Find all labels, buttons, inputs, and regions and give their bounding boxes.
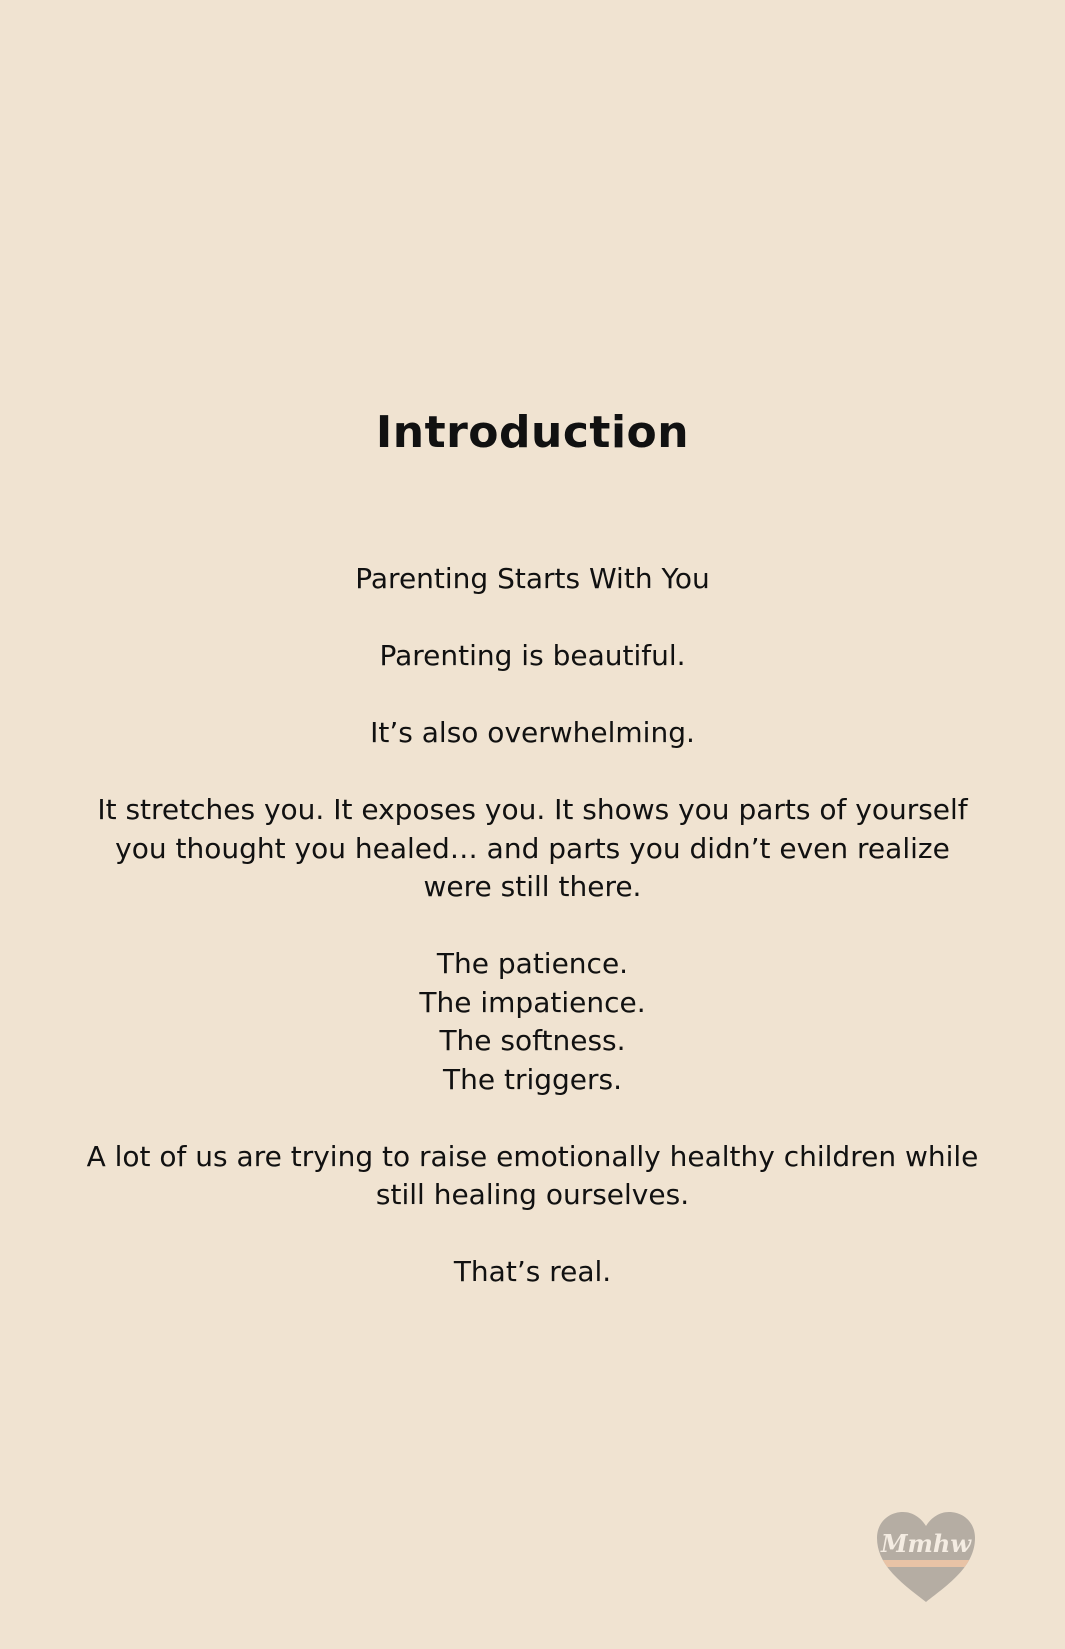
paragraph-gap xyxy=(80,753,985,792)
paragraph-line: It’s also overwhelming. xyxy=(370,716,695,749)
paragraph-line: The impatience. xyxy=(419,985,646,1019)
body-text xyxy=(80,560,985,1292)
paragraph-gap xyxy=(80,907,985,946)
paragraph-gap xyxy=(80,1215,985,1254)
paragraph-gap xyxy=(80,676,985,715)
subtitle-line: Parenting Starts With You xyxy=(355,562,710,595)
heart-logo-icon xyxy=(873,1508,979,1604)
paragraph-gap xyxy=(80,1099,985,1138)
paragraph-line: It stretches you. It exposes you. It shows you parts of yourself you thought you healed… and parts you didn’t even realize were still there. xyxy=(97,793,968,903)
page-title: Introduction xyxy=(375,407,690,458)
paragraph-line: Parenting is beautiful. xyxy=(379,639,686,672)
paragraph-line: The softness. xyxy=(439,1024,626,1057)
paragraph-line: The patience. xyxy=(436,947,629,980)
paragraph-line: That’s real. xyxy=(453,1255,612,1288)
paragraph-line: A lot of us are trying to raise emotionally healthy children while still healing ourselves. xyxy=(86,1139,979,1211)
paragraph-gap xyxy=(80,599,985,638)
logo-text: Mmhw xyxy=(880,1529,972,1558)
paragraph-line: The triggers. xyxy=(442,1062,623,1096)
